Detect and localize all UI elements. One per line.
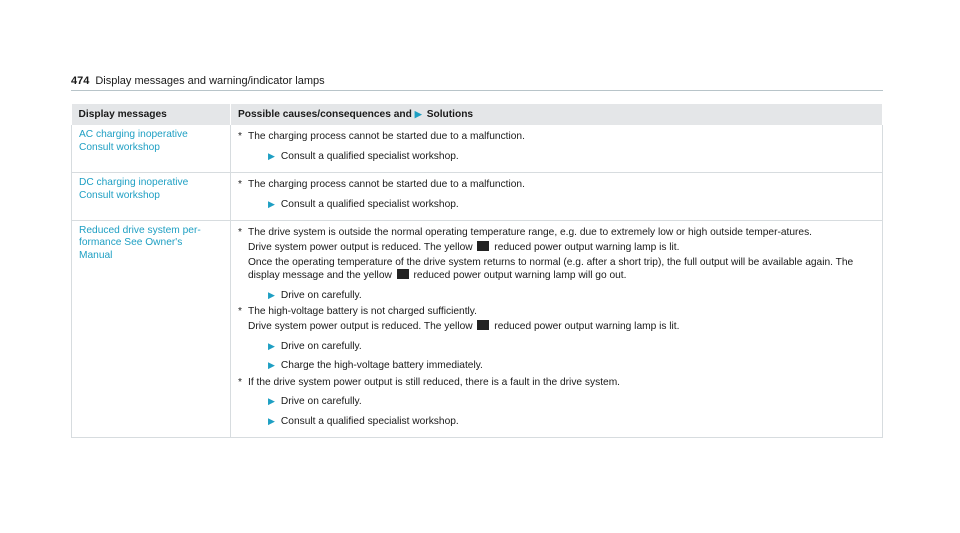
cause-text: The charging process cannot be started due to a malfunction. xyxy=(248,131,525,143)
solution-cell xyxy=(231,221,883,438)
display-message-text: Reduced drive system per- formance See Owner's Manual xyxy=(79,225,201,261)
action-step xyxy=(238,150,875,163)
action-step xyxy=(238,359,875,372)
solution-cell xyxy=(231,173,883,221)
cause-text: The charging process cannot be started due to a malfunction. xyxy=(248,179,525,191)
reduced-power-warning-lamp-icon xyxy=(477,241,489,251)
display-messages-table xyxy=(71,104,883,438)
triangle-right-icon: ▶ xyxy=(268,415,275,426)
cause-item: * The high-voltage battery is not charged sufficiently. xyxy=(238,306,477,318)
cause-item: * If the drive system power output is still reduced, there is a fault in the drive system. xyxy=(238,376,621,388)
triangle-right-icon: ▶ xyxy=(268,396,275,407)
action-step xyxy=(238,198,875,211)
cause-text: The high-voltage battery is not charged sufficiently. xyxy=(248,306,477,318)
page-number: 474 xyxy=(71,75,90,87)
column-header-causes xyxy=(231,104,883,125)
table-row xyxy=(72,221,883,438)
action-text: Consult a qualified specialist workshop. xyxy=(280,415,459,427)
table-header-row xyxy=(72,104,883,125)
causes-header-label: Possible causes/consequences and xyxy=(238,109,412,120)
table-row xyxy=(72,173,883,221)
display-message-text: AC charging inoperative Consult workshop xyxy=(79,129,188,153)
triangle-right-icon: ▶ xyxy=(268,340,275,351)
triangle-right-icon: ▶ xyxy=(268,360,275,371)
page-title: Display messages and warning/indicator lamps xyxy=(95,75,325,87)
action-step xyxy=(238,395,875,408)
cause-text: The drive system is outside the normal operating temperature range, e.g. due to extremely low or high outside temper-atures. xyxy=(248,227,812,239)
action-text: Drive on carefully. xyxy=(280,340,362,352)
page-header xyxy=(71,74,883,91)
message-cell xyxy=(72,125,231,172)
action-step xyxy=(238,340,875,353)
solutions-header-label: Solutions xyxy=(426,109,474,120)
message-cell xyxy=(72,173,231,221)
message-cell xyxy=(72,221,231,438)
solution-cell xyxy=(231,125,883,172)
column-header-display-messages: Display messages xyxy=(72,104,231,125)
display-message-text: DC charging inoperative Consult workshop xyxy=(79,177,189,201)
triangle-right-icon: ▶ xyxy=(268,150,275,161)
triangle-right-icon: ▶ xyxy=(268,289,275,300)
triangle-right-icon: ▶ xyxy=(268,198,275,209)
action-text: Consult a qualified specialist workshop. xyxy=(280,198,459,210)
cause-item: * The charging process cannot be started due to a malfunction. xyxy=(238,179,525,191)
reduced-power-warning-lamp-icon xyxy=(397,269,409,279)
action-text: Drive on carefully. xyxy=(280,289,362,301)
triangle-right-icon: ▶ xyxy=(414,109,422,119)
action-text: Drive on carefully. xyxy=(280,396,362,408)
reduced-power-warning-lamp-icon xyxy=(477,320,489,330)
cause-detail: Drive system power output is reduced. The yellow reduced power output warning lamp is lit. xyxy=(248,242,680,254)
action-text: Charge the high-voltage battery immediately. xyxy=(280,360,483,372)
cause-text: If the drive system power output is still reduced, there is a fault in the drive system. xyxy=(248,376,621,388)
action-step xyxy=(238,415,875,428)
action-text: Consult a qualified specialist workshop. xyxy=(280,150,459,162)
table-row xyxy=(72,125,883,172)
cause-detail: Once the operating temperature of the drive system returns to normal (e.g. after a short trip), the full output will be available again. The display message and the yellow reduced power output warning lamp will go out. xyxy=(248,256,854,282)
cause-detail: Drive system power output is reduced. The yellow reduced power output warning lamp is lit. xyxy=(248,321,680,333)
cause-item: * The drive system is outside the normal operating temperature range, e.g. due to extremely low or high outside temper-atures. xyxy=(238,227,812,239)
cause-item: * The charging process cannot be started due to a malfunction. xyxy=(238,131,525,143)
action-step xyxy=(238,289,875,302)
